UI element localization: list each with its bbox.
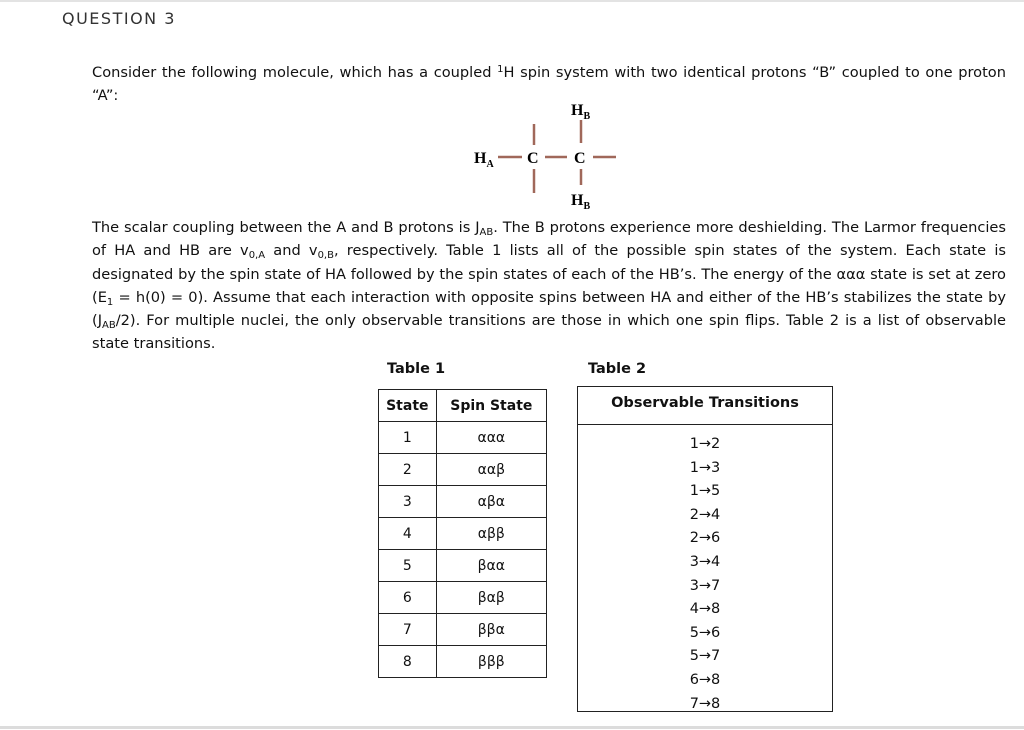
subscript: 1 [106,296,114,308]
intro-text: Consider the following molecule, which has a coupled [92,64,498,81]
state-cell: 1 [379,422,437,454]
spin-state-cell: ββα [436,614,546,646]
transitions-header: Observable Transitions [578,387,832,425]
transition-item: 6→8 [689,671,721,688]
table-row [379,518,547,550]
spin-state-cell: αβα [436,486,546,518]
atom-c2: C [574,150,586,167]
atom-c1: C [527,150,539,167]
transition-item: 2→4 [689,506,721,523]
top-divider [0,0,1024,2]
transition-item: 7→8 [689,695,721,712]
state-cell: 2 [379,454,437,486]
superscript: 1 [497,64,504,75]
text: = h(0) = 0). Assume that each interaction with opposite spins between HA and either of the HB’s stabilizes the state by (J [92,288,1006,330]
spin-state-cell: βαβ [436,582,546,614]
table-row [379,646,547,678]
table-row [379,582,547,614]
subscript: 0,A [248,250,266,262]
text: . The B protons experience more deshielding. The Larmor frequencies of HA and HB are v [92,219,1007,260]
spin-state-cell: βαα [436,550,546,582]
spin-state-cell: αββ [436,518,546,550]
table2-label: Table 2 [588,361,647,377]
transitions-table [577,386,833,712]
question-title: QUESTION 3 [62,9,176,28]
subscript: AB [479,227,494,238]
subscript: AB [102,320,116,332]
subscript: 0,B [317,250,334,262]
transition-item: 1→5 [689,483,721,500]
spin-state-table [378,389,547,678]
state-cell: 7 [379,614,437,646]
table-row [379,486,547,518]
atom-hb-bottom: $H_B$ [571,192,591,212]
atom-ha: $H_A$ [474,150,494,170]
state-cell: 6 [379,582,437,614]
table-row [379,422,547,454]
spin-state-cell: ααα [436,422,546,454]
transition-item: 1→3 [689,459,721,476]
text: /2). For multiple nuclei, the only observable transitions are those in which one spin flips. Table 2 is a list of observable state transitions. [92,312,1006,353]
text: The scalar coupling between the A and B protons is J [92,219,480,236]
state-cell: 4 [379,518,437,550]
atom-hb-top: $H_B$ [571,102,591,122]
spin-state-cell: βββ [436,646,546,678]
body-paragraph [92,216,1006,356]
table-row [379,614,547,646]
bottom-divider [0,726,1024,729]
molecule-diagram [460,95,640,212]
spin-state-cell: ααβ [436,454,546,486]
table-row [379,550,547,582]
transition-item: 5→6 [689,624,721,641]
transition-item: 5→7 [689,648,721,665]
transition-item: 3→4 [689,553,721,570]
table1-label: Table 1 [387,361,446,377]
transition-item: 2→6 [689,530,721,547]
bonds [498,120,616,193]
transition-item: 3→7 [689,577,721,594]
state-cell: 8 [379,646,437,678]
text: , respectively. Table 1 lists all of the possible spin states of the system. Each state is designated by the spin state of HA followed by the spin states of each of the HB’s. The energy of the ααα state is set at zero (E [92,242,1006,306]
header-state: State [379,390,437,422]
state-cell: 3 [379,486,437,518]
transition-item: 1→2 [689,436,721,452]
table-header-row [379,390,547,422]
table-row [379,454,547,486]
header-spin-state: Spin State [436,390,546,422]
transition-item: 4→8 [689,601,721,618]
state-cell: 5 [379,550,437,582]
intro-text-end: H spin system with two identical protons “B” coupled to one proton “A”: [92,64,1006,105]
transitions-list [578,425,832,716]
text: and v [265,242,318,260]
